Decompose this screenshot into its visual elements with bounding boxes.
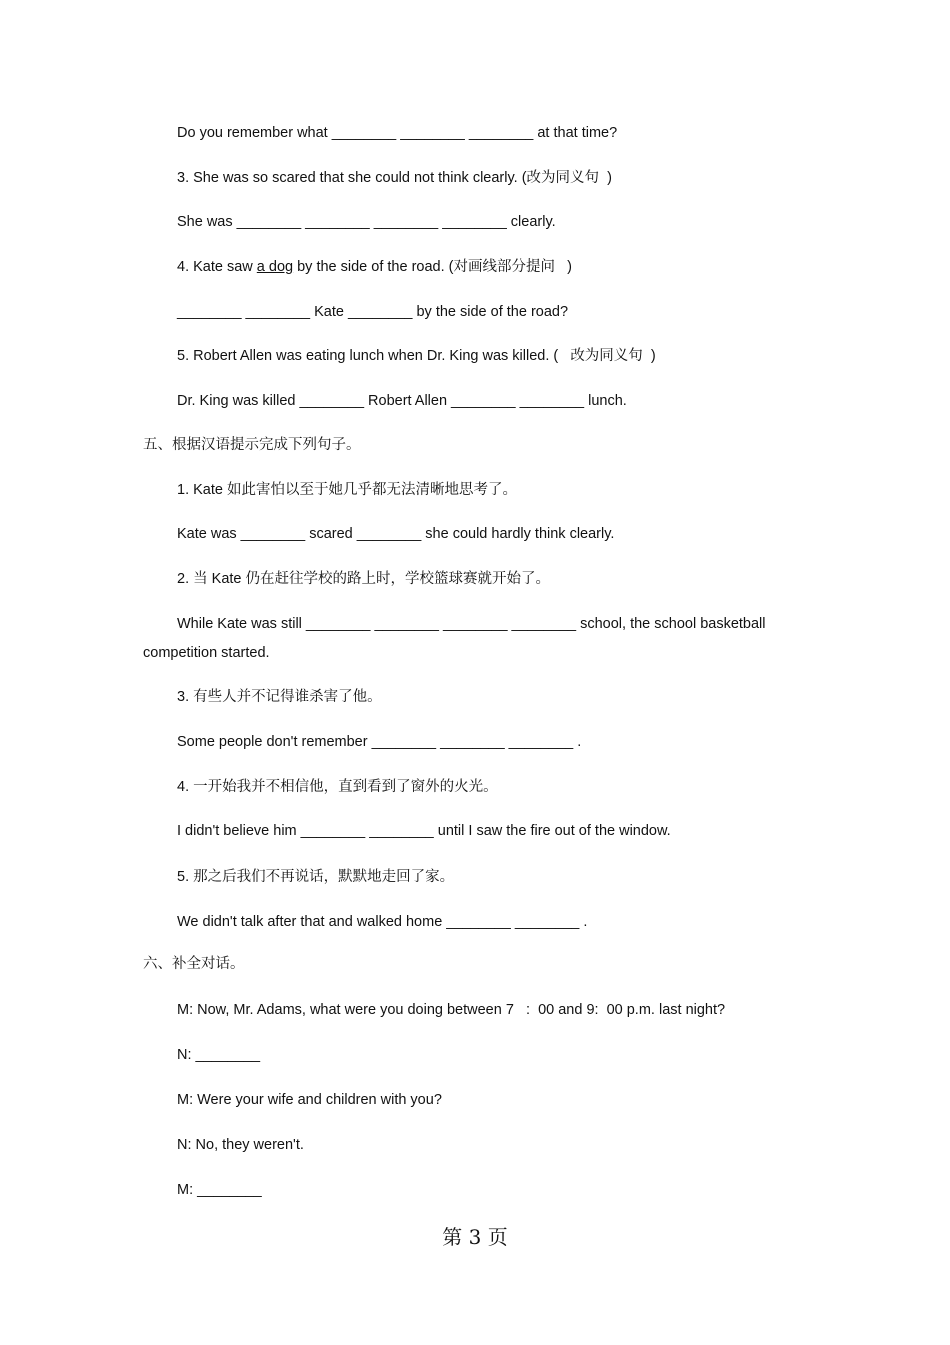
question-line: 5. Robert Allen was eating lunch when Dr. King was killed. ( 改为同义句 ): [177, 348, 656, 364]
underlined-phrase: a dog: [256, 259, 294, 275]
section-heading: 六、补全对话。: [143, 956, 245, 972]
answer-line: She was ________ ________ ________ ________ clearly.: [177, 214, 556, 230]
section-heading: 五、根据汉语提示完成下列句子。: [143, 437, 361, 453]
page-number: 第 3 页: [442, 1225, 508, 1249]
question-line: Do you remember what ________ ________ ________ at that time?: [177, 125, 618, 141]
answer-line: We didn't talk after that and walked home ________ ________ .: [177, 914, 588, 930]
question-line: [177, 258, 572, 276]
answer-line: Some people don't remember ________ ________ ________ .: [177, 734, 582, 750]
question-line: 2. 当 Kate 仍在赶往学校的路上时，学校篮球赛就开始了。: [177, 571, 551, 587]
answer-line: I didn't believe him ________ ________ until I saw the fire out of the window.: [177, 823, 671, 839]
answer-line: Kate was ________ scared ________ she could hardly think clearly.: [177, 526, 615, 542]
answer-line-continued: competition started.: [143, 645, 270, 661]
question-line: 1. Kate 如此害怕以至于她几乎都无法清晰地思考了。: [177, 482, 517, 498]
question-text: 4. Kate saw: [177, 259, 257, 275]
question-line: 4. 一开始我并不相信他，直到看到了窗外的火光。: [177, 779, 498, 795]
question-line: 3. She was so scared that she could not think clearly. (改为同义句 ): [177, 170, 612, 186]
dialogue-line: M: ________: [177, 1182, 262, 1198]
question-text: by the side of the road. (对画线部分提问 ): [293, 259, 572, 275]
answer-line: While Kate was still ________ ________ ________ ________ school, the school basketball: [177, 616, 766, 632]
dialogue-line: M: Were your wife and children with you?: [177, 1092, 442, 1108]
dialogue-line: M: Now, Mr. Adams, what were you doing between 7 : 00 and 9: 00 p.m. last night?: [177, 1002, 726, 1018]
dialogue-line: N: ________: [177, 1047, 261, 1063]
question-line: 5. 那之后我们不再说话，默默地走回了家。: [177, 869, 455, 885]
question-line: 3. 有些人并不记得谁杀害了他。: [177, 689, 382, 705]
answer-line: Dr. King was killed ________ Robert Allen ________ ________ lunch.: [177, 393, 627, 409]
answer-line: ________ ________ Kate ________ by the side of the road?: [177, 304, 569, 320]
dialogue-line: N: No, they weren't.: [177, 1137, 304, 1153]
